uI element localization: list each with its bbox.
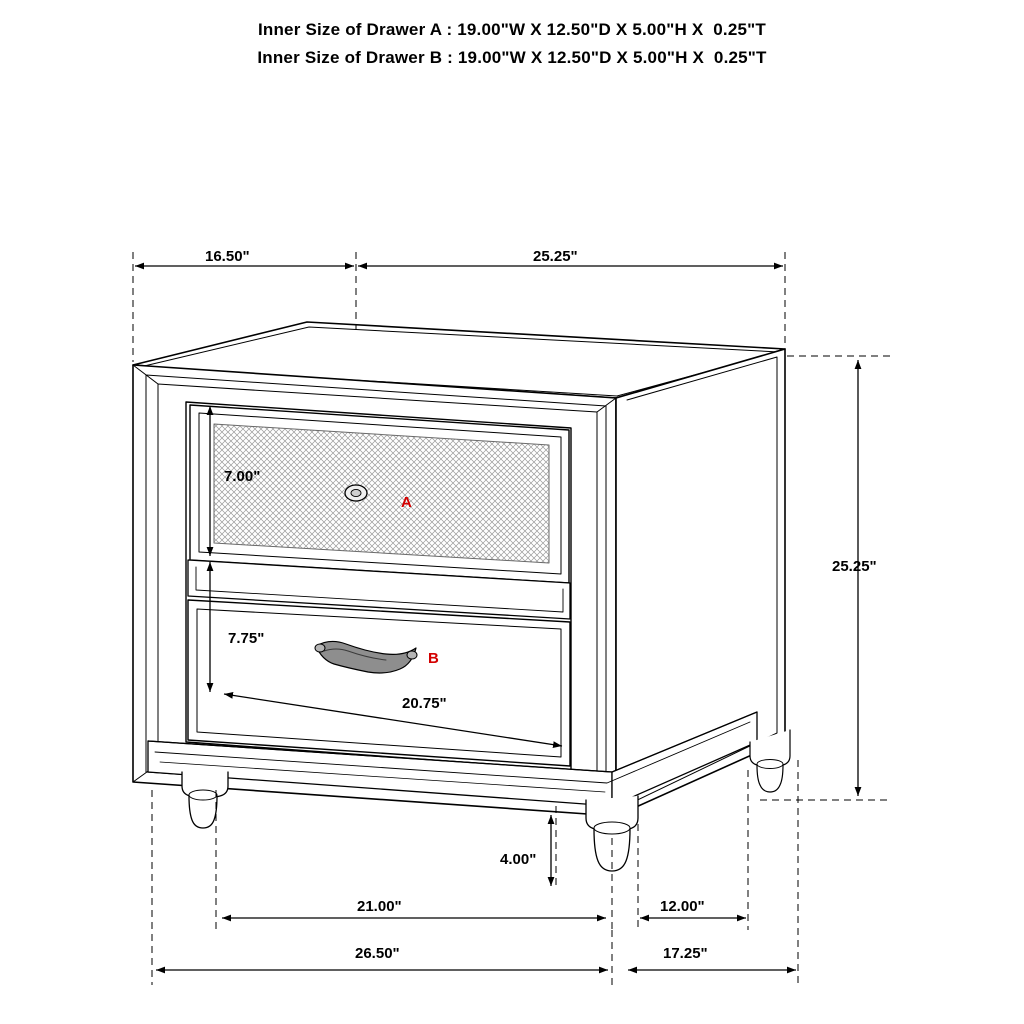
dim-drawer-a-height-label: 7.00"	[224, 468, 261, 485]
dim-drawer-b-width-label: 20.75"	[402, 695, 447, 712]
dim-base-front-width-label: 21.00"	[357, 898, 402, 915]
drawer-a-inner-size-text: Inner Size of Drawer A : 19.00"W X 12.50"D X 5.00"H X 0.25"T	[257, 20, 767, 39]
dim-top-right-label: 25.25"	[533, 248, 578, 265]
drawer-b-callout: B	[428, 650, 439, 667]
dim-base-side-depth-label: 12.00"	[660, 898, 705, 915]
dim-drawer-b-height-label: 7.75"	[228, 630, 265, 647]
drawer-b-inner-size-text: Inner Size of Drawer B : 19.00"W X 12.50"D X 5.00"H X 0.25"T	[257, 48, 767, 67]
dim-right-height-label: 25.25"	[832, 558, 877, 575]
dim-overall-depth-label: 17.25"	[663, 945, 708, 962]
dim-leg-height-label: 4.00"	[500, 851, 537, 868]
dim-overall-width-label: 26.50"	[355, 945, 400, 962]
drawer-a-callout: A	[401, 494, 412, 511]
dim-top-left-label: 16.50"	[205, 248, 250, 265]
